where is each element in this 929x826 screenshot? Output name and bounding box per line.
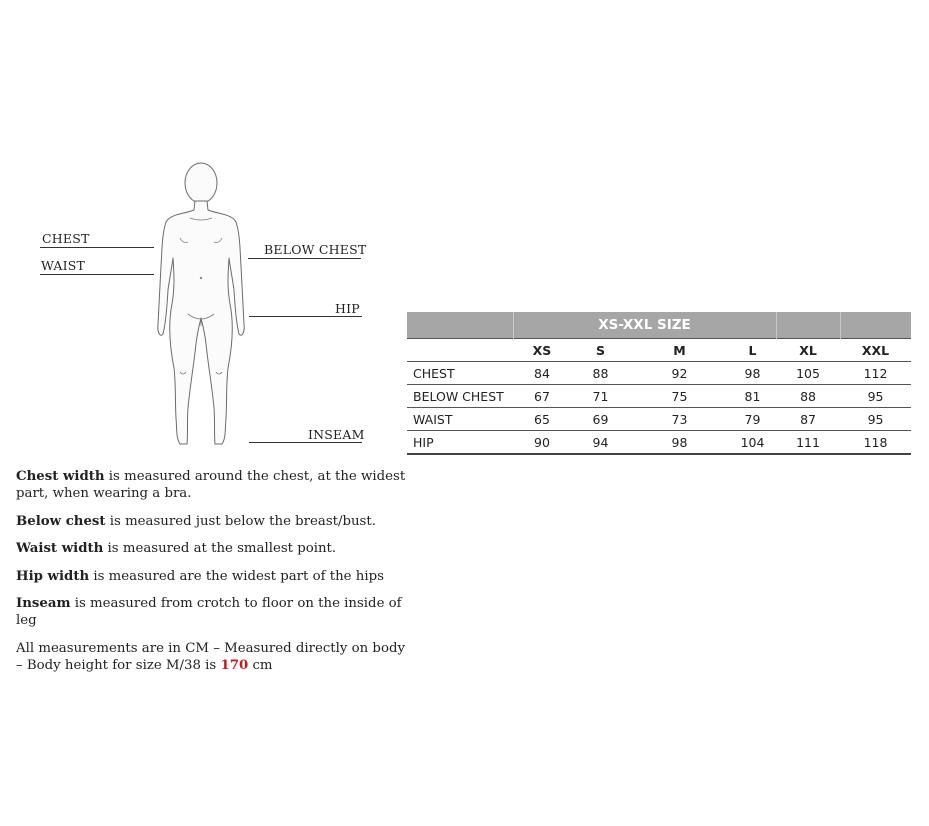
table-cell: 88 <box>776 385 840 408</box>
table-cell: 111 <box>776 431 840 455</box>
size-chart-table <box>407 312 911 455</box>
table-cell: 105 <box>776 362 840 385</box>
hip-line <box>249 316 362 317</box>
label-waist: WAIST <box>41 258 86 273</box>
table-cell: 104 <box>729 431 776 455</box>
size-header: S <box>571 339 630 362</box>
note-hip-width: Hip width is measured are the widest part of the hips <box>16 568 384 584</box>
size-header-row <box>407 339 911 362</box>
measurement-notes <box>16 468 411 684</box>
table-cell: 95 <box>840 408 911 431</box>
table-cell: 84 <box>513 362 571 385</box>
row-label: HIP <box>407 431 513 455</box>
body-height-value: 170 <box>220 657 249 673</box>
row-label: BELOW CHEST <box>407 385 513 408</box>
table-cell: 65 <box>513 408 571 431</box>
below-chest-line <box>248 258 361 259</box>
body-measurement-figure <box>0 150 380 450</box>
table-cell: 73 <box>630 408 729 431</box>
size-header: XL <box>776 339 840 362</box>
table-cell: 90 <box>513 431 571 455</box>
table-cell: 94 <box>571 431 630 455</box>
chest-line <box>40 247 154 248</box>
table-cell: 95 <box>840 385 911 408</box>
table-cell: 87 <box>776 408 840 431</box>
female-body-outline <box>150 158 250 454</box>
row-label: CHEST <box>407 362 513 385</box>
table-row <box>407 362 911 385</box>
note-inseam: Inseam is measured from crotch to floor on the inside of leg <box>16 596 402 628</box>
label-below-chest: BELOW CHEST <box>264 242 367 257</box>
inseam-line <box>249 442 362 443</box>
size-header: XS <box>513 339 571 362</box>
note-measurement-units: All measurements are in CM – Measured directly on body – Body height for size M/38 is 170 cm <box>16 640 405 673</box>
size-header: M <box>630 339 729 362</box>
table-cell: 98 <box>630 431 729 455</box>
note-chest-width: Chest width is measured around the chest, at the widest part, when wearing a bra. <box>16 469 406 501</box>
table-cell: 112 <box>840 362 911 385</box>
table-cell: 81 <box>729 385 776 408</box>
table-cell: 67 <box>513 385 571 408</box>
table-title-banner <box>407 312 911 339</box>
label-chest: CHEST <box>42 231 90 246</box>
table-cell: 71 <box>571 385 630 408</box>
table-cell: 75 <box>630 385 729 408</box>
table-title: XS-XXL SIZE <box>513 312 776 339</box>
table-cell: 79 <box>729 408 776 431</box>
table-cell: 118 <box>840 431 911 455</box>
note-waist-width: Waist width is measured at the smallest point. <box>16 541 337 556</box>
table-cell: 98 <box>729 362 776 385</box>
size-header: XXL <box>840 339 911 362</box>
label-inseam: INSEAM <box>308 427 365 442</box>
table-row <box>407 408 911 431</box>
table-cell: 92 <box>630 362 729 385</box>
table-row <box>407 385 911 408</box>
row-label: WAIST <box>407 408 513 431</box>
table-cell: 69 <box>571 408 630 431</box>
table-row <box>407 431 911 455</box>
table-cell: 88 <box>571 362 630 385</box>
size-header: L <box>729 339 776 362</box>
note-below-chest: Below chest is measured just below the breast/bust. <box>16 513 376 529</box>
label-hip: HIP <box>335 301 360 316</box>
waist-line <box>40 274 154 275</box>
